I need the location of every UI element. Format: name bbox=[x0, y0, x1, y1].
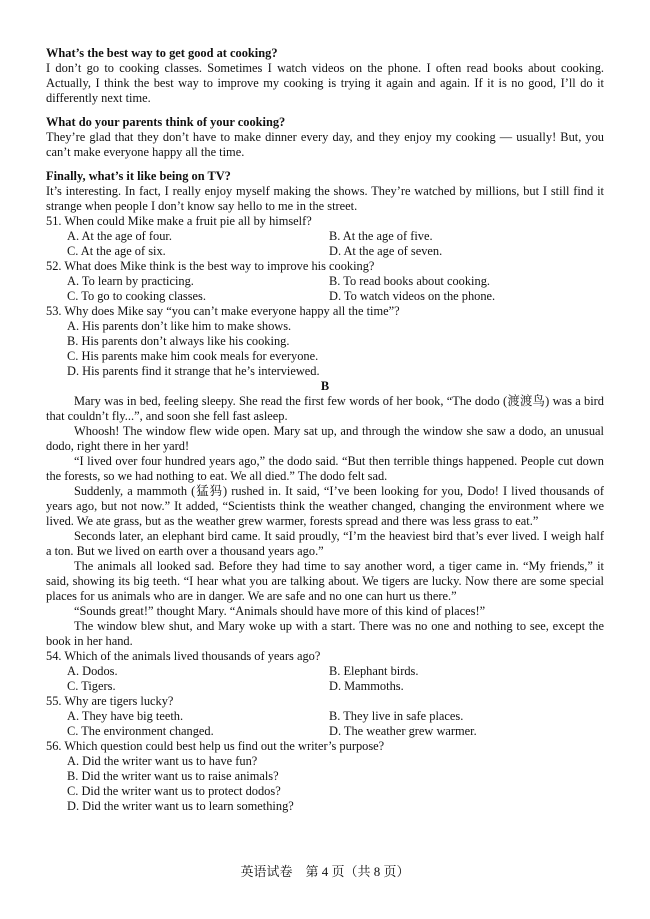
question-56-options bbox=[46, 754, 604, 814]
interview-question: What do your parents think of your cooking? bbox=[46, 115, 286, 129]
story-paragraph: Suddenly, a mammoth (猛犸) rushed in. It said, “I’ve been looking for you, Dodo! I lived thousands of years ago, but not now.” It added, “Scientists think the weather changed, changing the environment where we lived. We ate grass, but as the weather grew warmer, forests spread and there was less grass to eat.” bbox=[46, 484, 604, 528]
question-54-options bbox=[46, 664, 604, 694]
question-53-stem: 53. Why does Mike say “you can’t make everyone happy all the time”? bbox=[46, 304, 400, 318]
question-52-options bbox=[46, 274, 604, 304]
story-paragraph: Mary was in bed, feeling sleepy. She read the first few words of her book, “The dodo (渡渡鸟) was a bird that couldn’t fly...”, and soon she fell fast asleep. bbox=[46, 394, 604, 423]
interview-answer: It’s interesting. In fact, I really enjoy myself making the shows. They’re watched by millions, but I still find it strange when people I don’t know say hello to me in the street. bbox=[46, 184, 604, 213]
interview-question: What’s the best way to get good at cooking? bbox=[46, 46, 278, 60]
question-51-stem: 51. When could Mike make a fruit pie all by himself? bbox=[46, 214, 312, 228]
story-paragraph: The animals all looked sad. Before they had time to say another word, a tiger came in. “My friends,” it said, showing its big teeth. “I hear what you are talking about. We tigers are lucky. Now there are some special places for us animals who are in danger. We are safe and no one can hurt us there.” bbox=[46, 559, 604, 603]
story-paragraph: “Sounds great!” thought Mary. “Animals should have more of this kind of places!” bbox=[74, 604, 486, 618]
option: B. At the age of five. bbox=[329, 229, 433, 243]
option: A. At the age of four. bbox=[67, 229, 172, 243]
interview-question: Finally, what’s it like being on TV? bbox=[46, 169, 231, 183]
option: B. His parents don’t always like his cooking. bbox=[67, 334, 290, 348]
question-51-options bbox=[46, 229, 604, 259]
question-52-stem: 52. What does Mike think is the best way to improve his cooking? bbox=[46, 259, 375, 273]
option: C. Tigers. bbox=[67, 679, 116, 693]
option: A. His parents don’t like him to make shows. bbox=[67, 319, 292, 333]
option: A. They have big teeth. bbox=[67, 709, 184, 723]
option: B. They live in safe places. bbox=[329, 709, 464, 723]
interview-answer: They’re glad that they don’t have to make dinner every day, and they enjoy my cooking — usually! But, you can’t make everyone happy all the time. bbox=[46, 130, 604, 159]
question-53-options bbox=[46, 319, 604, 379]
option: A. Dodos. bbox=[67, 664, 118, 678]
question-54-stem: 54. Which of the animals lived thousands of years ago? bbox=[46, 649, 321, 663]
question-56-stem: 56. Which question could best help us find out the writer’s purpose? bbox=[46, 739, 385, 753]
option: B. Elephant birds. bbox=[329, 664, 419, 678]
option: D. His parents find it strange that he’s interviewed. bbox=[67, 364, 320, 378]
story-paragraph: “I lived over four hundred years ago,” the dodo said. “But then terrible things happened. People cut down the forests, so we had nothing to eat. We all died.” The dodo felt sad. bbox=[46, 454, 604, 483]
question-55-stem: 55. Why are tigers lucky? bbox=[46, 694, 174, 708]
story-paragraph: Whoosh! The window flew wide open. Mary sat up, and through the window she saw a dodo, an unusual dodo, right there in her yard! bbox=[46, 424, 604, 453]
option: C. At the age of six. bbox=[67, 244, 166, 258]
section-b-heading: B bbox=[320, 379, 330, 393]
option: D. Did the writer want us to learn something? bbox=[67, 799, 294, 813]
interview-answer: I don’t go to cooking classes. Sometimes I watch videos on the phone. I often read books about cooking. Actually, I think the best way to improve my cooking is trying it again and again. If it is no good, I’ll do it differently next time. bbox=[46, 61, 604, 105]
option: C. To go to cooking classes. bbox=[67, 289, 206, 303]
option: C. The environment changed. bbox=[67, 724, 214, 738]
option: D. At the age of seven. bbox=[329, 244, 443, 258]
option: B. Did the writer want us to raise animals? bbox=[67, 769, 279, 783]
option: D. Mammoths. bbox=[329, 679, 404, 693]
page-footer: 英语试卷 第 4 页（共 8 页） bbox=[240, 864, 410, 879]
option: C. Did the writer want us to protect dodos? bbox=[67, 784, 281, 798]
option: A. Did the writer want us to have fun? bbox=[67, 754, 258, 768]
option: A. To learn by practicing. bbox=[67, 274, 194, 288]
option: D. To watch videos on the phone. bbox=[329, 289, 496, 303]
option: C. His parents make him cook meals for everyone. bbox=[67, 349, 319, 363]
story-paragraph: Seconds later, an elephant bird came. It said proudly, “I’m the heaviest bird that’s ever lived. I weigh half a ton. But we lived on earth over a thousand years ago.” bbox=[46, 529, 604, 558]
question-55-options bbox=[46, 709, 604, 739]
option: D. The weather grew warmer. bbox=[329, 724, 477, 738]
story-paragraph: The window blew shut, and Mary woke up with a start. There was no one and nothing to see, except the book in her hand. bbox=[46, 619, 604, 648]
option: B. To read books about cooking. bbox=[329, 274, 490, 288]
